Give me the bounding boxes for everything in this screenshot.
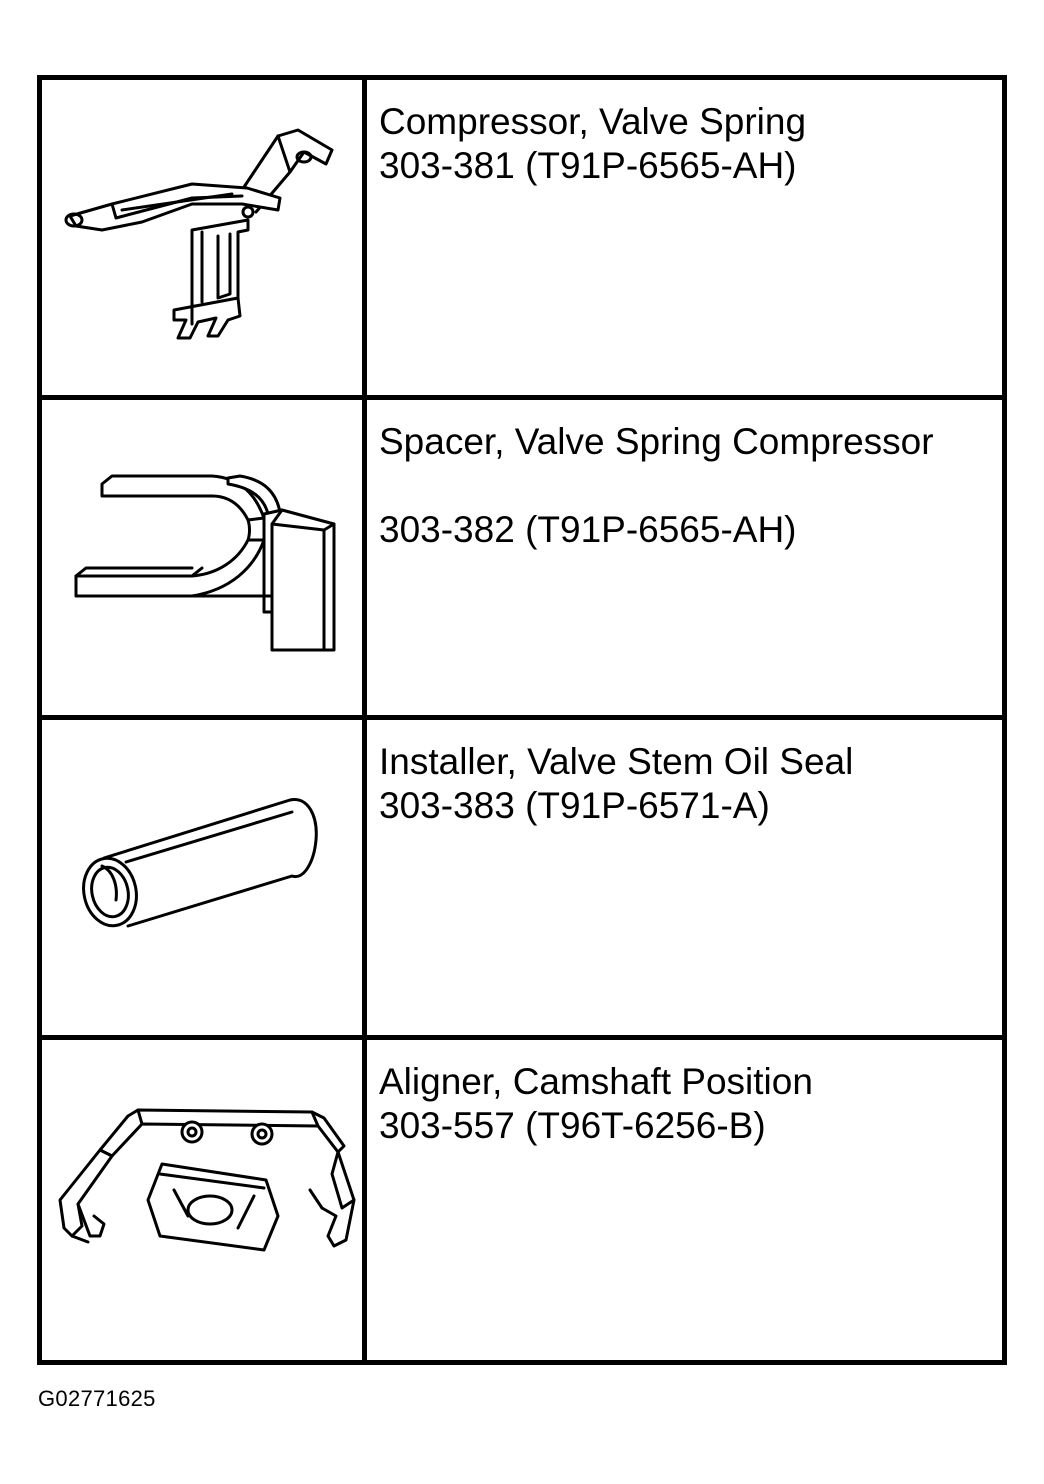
tool-name: Compressor, Valve Spring: [379, 101, 807, 142]
tool-name: Installer, Valve Stem Oil Seal: [379, 741, 854, 782]
tool-row: [42, 80, 1002, 400]
tool-part-number: 303-382 (T91P-6565-AH): [379, 509, 797, 550]
tool-description: [379, 100, 994, 188]
tool-part-number: 303-557 (T96T-6256-B): [379, 1105, 766, 1146]
special-tools-table: [37, 75, 1007, 1365]
tool-description: [379, 1060, 994, 1148]
tool-row: [42, 400, 1002, 720]
valve-stem-oil-seal-installer-icon: [42, 720, 362, 1040]
camshaft-position-aligner-icon: [42, 1040, 362, 1360]
tool-part-number: 303-383 (T91P-6571-A): [379, 785, 770, 826]
valve-spring-compressor-icon: [42, 80, 362, 400]
column-divider: [362, 80, 367, 1360]
valve-spring-compressor-spacer-icon: [42, 400, 362, 720]
tool-row: [42, 1040, 1002, 1360]
tool-name: Spacer, Valve Spring Compressor: [379, 421, 934, 462]
tool-part-number: 303-381 (T91P-6565-AH): [379, 145, 797, 186]
figure-id: G02771625: [38, 1386, 156, 1411]
tool-description: [379, 740, 994, 828]
tool-name: Aligner, Camshaft Position: [379, 1061, 813, 1102]
tool-description: [379, 420, 994, 552]
tool-row: [42, 720, 1002, 1040]
